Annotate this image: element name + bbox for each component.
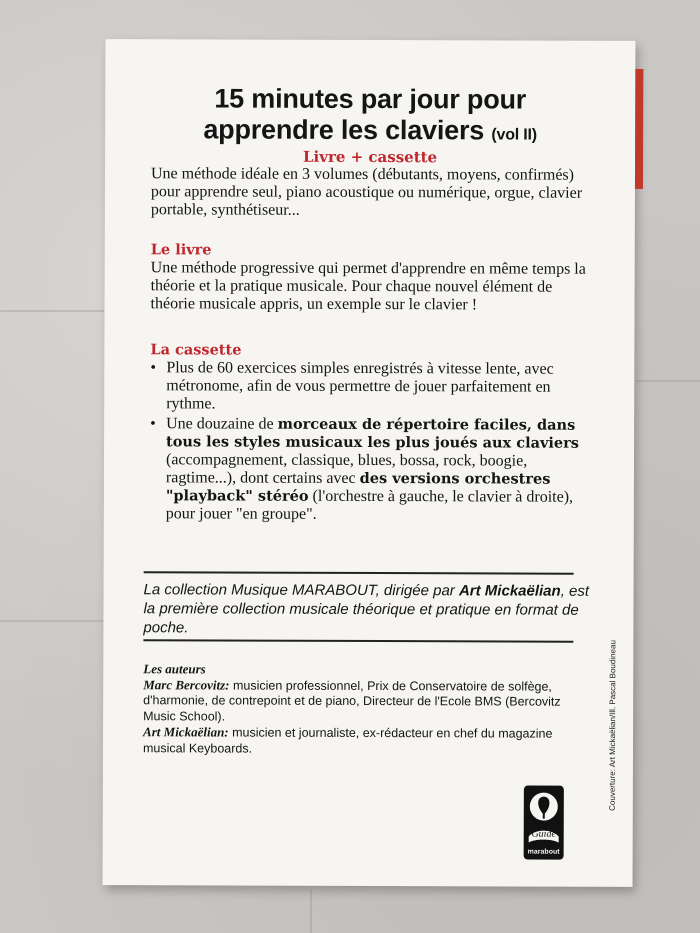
bullet-2-part-2: (accompagnement, classique, blues, bossa, rock, boogie, ragtime...), dont certains avec: [165, 451, 528, 487]
cassette-bullet-list: [150, 359, 591, 527]
collection-note: [143, 580, 589, 639]
title-line-1: 15 minutes par jour pour: [214, 83, 527, 115]
bullet-1-text: Plus de 60 exercices simples enregistrés à vitesse lente, avec métronome, afin de vous permettre de jouer parfaitement en rythme.: [166, 359, 554, 413]
author-2-bio: musicien et journaliste, ex-rédacteur en chef du magazine musical Keyboards.: [142, 725, 553, 756]
author-1: [143, 677, 593, 726]
title-volume: (vol II): [491, 126, 537, 144]
red-spine-edge: [635, 69, 643, 189]
intro-paragraph: Une méthode idéale en 3 volumes (débutants, moyens, confirmés) pour apprendre seul, piano acoustique ou numérique, orgue, clavier portable, synthétiseur...: [150, 165, 583, 219]
cover-credit: Couverture: Art Mickaëlian/Ill. Pascal Boudineau: [607, 640, 618, 811]
author-2: [143, 724, 593, 758]
book-title: [125, 83, 615, 151]
floor-tile-seam: [636, 380, 700, 382]
author-1-name: Marc Bercovitz:: [143, 676, 230, 693]
collection-part-2: , est la première collection musicale théorique et pratique en format de poche.: [143, 582, 590, 637]
bullet-2-bold-2: des versions orchestres "playback" stéréo: [165, 469, 551, 505]
floor-tile-seam: [0, 620, 104, 622]
livre-heading: Le livre: [150, 241, 212, 259]
cassette-heading: La cassette: [150, 341, 242, 359]
logo-text-guide: Guide: [531, 828, 556, 840]
authors-section: [143, 661, 593, 758]
divider: [144, 571, 574, 575]
author-2-name: Art Mickaëlian:: [143, 724, 229, 740]
bullet-2-bold-1: morceaux de répertoire faciles, dans tous les styles musicaux les plus joués aux claviers: [166, 415, 579, 452]
title-line-2-text: apprendre les claviers: [203, 114, 485, 146]
book-back-cover: [103, 39, 636, 887]
livre-paragraph: Une méthode progressive qui permet d'apprendre en même temps la théorie et la pratique musicale. Pour chaque nouvel élément de théorie musicale appris, un exemple sur le clavier !: [150, 259, 586, 314]
bullet-icon: •: [150, 415, 156, 433]
logo-text-marabout: marabout: [527, 848, 560, 856]
subtitle: Livre + cassette: [302, 147, 438, 167]
list-item: [150, 359, 590, 415]
title-line-2: [125, 114, 615, 151]
divider: [143, 639, 573, 643]
bullet-2-part-1: Une douzaine de: [166, 415, 278, 433]
collection-part-1: La collection Musique MARABOUT, dirigée par: [143, 581, 460, 600]
collection-director: Art Mickaëlian: [458, 582, 561, 600]
floor-tile-seam: [0, 310, 104, 312]
author-1-bio: musicien professionnel, Prix de Conservatoire de solfège, d'harmonie, de contrepoint et de piano, Directeur de l'Ecole BMS (Bercovitz Music School).: [143, 678, 561, 723]
bullet-icon: •: [150, 359, 156, 377]
list-item: [150, 415, 590, 525]
bullet-2-part-3: (l'orchestre à gauche, le clavier à droite), pour jouer "en groupe".: [165, 487, 574, 523]
floor-tile-seam: [310, 890, 312, 933]
authors-heading: Les auteurs: [143, 661, 206, 677]
marabout-guide-logo: [523, 785, 565, 861]
